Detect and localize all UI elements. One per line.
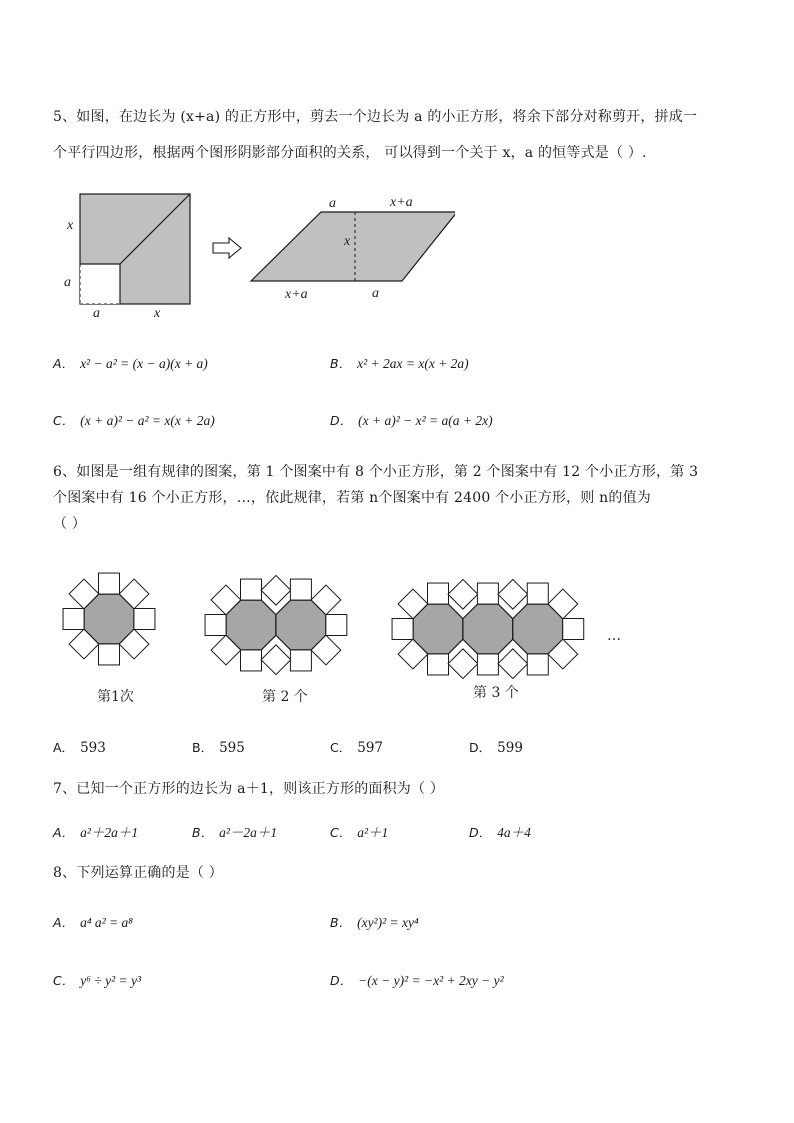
option-label: A． bbox=[53, 740, 75, 755]
option-text: 595 bbox=[219, 740, 245, 756]
small-square bbox=[134, 609, 155, 630]
small-square bbox=[326, 615, 347, 636]
option-label: C． bbox=[330, 825, 352, 840]
q6-option-c[interactable] bbox=[330, 738, 383, 756]
q5-label-para-top-xa: x+a bbox=[390, 195, 413, 210]
small-square bbox=[563, 619, 584, 640]
option-text: (xy²)² = xy⁴ bbox=[357, 915, 419, 930]
q6-ellipsis: … bbox=[607, 628, 621, 644]
small-square bbox=[205, 615, 226, 636]
q6-stem-line2: 个图案中有 16 个小正方形，…，依此规律，若第 n个图案中有 2400 个小正方形，则 n的值为 bbox=[53, 490, 651, 506]
q8-option-b[interactable] bbox=[330, 913, 419, 931]
option-label: A． bbox=[53, 915, 75, 930]
option-text: a²＋2a＋1 bbox=[80, 825, 139, 840]
option-text: a²－2a＋1 bbox=[219, 825, 278, 840]
option-label: D． bbox=[330, 973, 353, 988]
q5-option-c[interactable] bbox=[53, 411, 215, 429]
small-square bbox=[290, 579, 311, 600]
q5-label-a-bottom: a bbox=[93, 306, 100, 321]
option-label: C． bbox=[53, 413, 75, 428]
option-text: y⁶ ÷ y² = y³ bbox=[80, 973, 142, 988]
q5-stem-line2: 个平行四边形，根据两个图形阴影部分面积的关系， 可以得到一个关于 x，a 的恒等式是（ ）. bbox=[53, 145, 647, 161]
option-label: B． bbox=[192, 825, 214, 840]
option-text: x² + 2ax = x(x + 2a) bbox=[357, 356, 469, 371]
option-text: (x + a)² − x² = a(a + 2x) bbox=[358, 413, 493, 428]
q5-label-x-bottom: x bbox=[154, 306, 161, 321]
option-text: (x + a)² − a² = x(x + 2a) bbox=[80, 413, 215, 428]
q7-option-d[interactable] bbox=[469, 821, 531, 841]
small-square bbox=[527, 583, 548, 604]
q6-figure bbox=[55, 560, 645, 710]
option-text: 599 bbox=[497, 740, 523, 756]
q7-option-c[interactable] bbox=[330, 821, 388, 841]
q5-label-para-bottom-a: a bbox=[372, 286, 379, 301]
option-text: 4a＋4 bbox=[497, 825, 531, 840]
small-square bbox=[448, 579, 478, 609]
option-label: B． bbox=[330, 356, 352, 371]
q8-option-a[interactable] bbox=[53, 913, 133, 931]
right-double-arrow-icon bbox=[213, 238, 241, 258]
q8-stem: 8、下列运算正确的是（ ） bbox=[53, 865, 223, 881]
option-label: A． bbox=[53, 356, 75, 371]
small-square bbox=[498, 579, 528, 609]
octagon bbox=[463, 604, 513, 654]
q5-stem-line1: 5、如图，在边长为 (x+a) 的正方形中，剪去一个边长为 a 的小正方形，将余下部分对称剪开，拼成一 bbox=[53, 109, 698, 125]
option-label: D． bbox=[469, 825, 492, 840]
option-text: a⁴ a² = a⁸ bbox=[80, 915, 133, 930]
q5-label-para-bottom-xa: x+a bbox=[285, 287, 308, 302]
option-text: x² − a² = (x − a)(x + a) bbox=[80, 356, 208, 371]
q5-label-para-mid-x: x bbox=[344, 234, 351, 249]
option-text: a²＋1 bbox=[357, 825, 389, 840]
small-square bbox=[99, 644, 120, 665]
q6-caption-3: 第 3 个 bbox=[473, 685, 519, 701]
option-text: −(x − y)² = −x² + 2xy − y² bbox=[358, 973, 504, 988]
q6-caption-1: 第1次 bbox=[97, 689, 134, 705]
q8-option-c[interactable] bbox=[53, 971, 141, 989]
q7-stem: 7、已知一个正方形的边长为 a＋1，则该正方形的面积为（ ） bbox=[53, 781, 445, 797]
q6-stem-line1: 6、如图是一组有规律的图案，第 1 个图案中有 8 个小正方形，第 2 个图案中有 12 个小正方形，第 3 bbox=[53, 464, 699, 480]
small-square bbox=[477, 583, 498, 604]
small-square bbox=[428, 654, 449, 675]
small-square bbox=[392, 619, 413, 640]
q5-option-a[interactable] bbox=[53, 354, 208, 372]
option-label: B． bbox=[192, 740, 214, 755]
option-label: C． bbox=[330, 740, 352, 755]
small-square bbox=[448, 649, 478, 679]
q6-option-b[interactable] bbox=[192, 738, 245, 756]
small-square bbox=[241, 579, 262, 600]
small-square bbox=[498, 649, 528, 679]
option-label: A． bbox=[53, 825, 75, 840]
q6-stem-line3: （ ） bbox=[53, 516, 87, 532]
small-square bbox=[99, 573, 120, 594]
option-text: 593 bbox=[80, 740, 106, 756]
q5-figure bbox=[55, 185, 455, 325]
q5-parallelogram bbox=[251, 212, 455, 281]
option-label: B． bbox=[330, 915, 352, 930]
small-square bbox=[63, 609, 84, 630]
q7-option-b[interactable] bbox=[192, 821, 277, 841]
q6-caption-2: 第 2 个 bbox=[262, 689, 308, 705]
small-square bbox=[428, 583, 449, 604]
option-label: D． bbox=[469, 740, 492, 755]
q7-option-a[interactable] bbox=[53, 821, 138, 841]
q5-option-b[interactable] bbox=[330, 354, 469, 372]
q5-option-d[interactable] bbox=[330, 411, 493, 429]
q6-option-d[interactable] bbox=[469, 738, 523, 756]
option-label: D． bbox=[330, 413, 353, 428]
option-text: 597 bbox=[357, 740, 384, 756]
q5-label-para-top-a: a bbox=[329, 196, 336, 211]
option-label: C． bbox=[53, 973, 75, 988]
q6-option-a[interactable] bbox=[53, 738, 106, 756]
q5-cut-square bbox=[80, 264, 120, 304]
q5-label-x-left: x bbox=[67, 218, 74, 233]
small-square bbox=[477, 654, 498, 675]
small-square bbox=[527, 654, 548, 675]
small-square bbox=[261, 645, 291, 675]
small-square bbox=[241, 650, 262, 671]
small-square bbox=[290, 650, 311, 671]
q8-option-d[interactable] bbox=[330, 971, 504, 989]
q5-label-a-left: a bbox=[64, 275, 71, 290]
small-square bbox=[261, 575, 291, 605]
